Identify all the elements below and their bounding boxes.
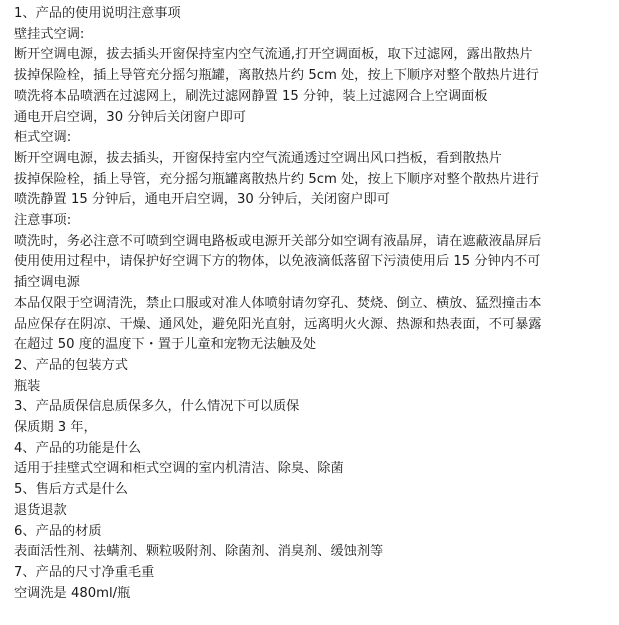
text-line: 拔掉保险栓，插上导管充分摇匀瓶罐，离散热片约 5cm 处，按上下顺序对整个散热片进行 xyxy=(14,68,539,84)
text-line: 通电开启空调，30 分钟后关闭窗户即可 xyxy=(14,109,246,125)
text-line: 喷洗静置 15 分钟后，通电开启空调，30 分钟后，关闭窗户即可 xyxy=(14,192,390,208)
text-line: 在超过 50 度的温度下・置于儿童和宠物无法触及处 xyxy=(14,337,317,353)
section-heading-usage: 1、产品的使用说明注意事项 xyxy=(14,6,181,21)
text-line: 断开空调电源，拔去插头开窗保持室内空气流通,打开空调面板，取下过滤网，露出散热片 xyxy=(14,47,533,63)
text-line: 空调洗是 480ml/瓶 xyxy=(14,585,131,601)
text-line: 喷洗时，务必注意不可喷到空调电路板或电源开关部分如空调有液晶屏，请在遮蔽液晶屏后 xyxy=(14,233,542,249)
subheading-wall-mounted: 壁挂式空调: xyxy=(14,26,85,42)
text-line: 表面活性剂、祛螨剂、颗粒吸附剂、除菌剂、消臭剂、缓蚀剂等 xyxy=(14,544,384,560)
text-line: 喷洗将本品喷洒在过滤网上，刷洗过滤网静置 15 分钟，装上过滤网合上空调面板 xyxy=(14,88,488,104)
subheading-notes: 注意事项: xyxy=(14,213,72,229)
text-line: 拔掉保险栓，插上导管，充分摇匀瓶罐离散热片约 5cm 处，按上下顺序对整个散热片进行 xyxy=(14,171,539,187)
section-heading-material: 6、产品的材质 xyxy=(14,523,102,539)
section-heading-packaging: 2、产品的包装方式 xyxy=(14,357,128,373)
text-line: 退货退款 xyxy=(14,502,67,518)
text-line: 使用使用过程中，请保护好空调下方的物体，以免液滴低落留下污渍使用后 15 分钟内不可 xyxy=(14,254,541,270)
section-heading-warranty: 3、产品质保信息质保多久，什么情况下可以质保 xyxy=(14,399,300,415)
text-line: 保质期 3 年， xyxy=(14,420,97,436)
text-line: 插空调电源 xyxy=(14,275,80,291)
text-line: 品应保存在阴凉、干燥、通风处，避免阳光直射，远离明火火源、热源和热表面，不可暴露 xyxy=(14,316,542,332)
section-heading-size-weight: 7、产品的尺寸净重毛重 xyxy=(14,564,155,580)
text-line: 适用于挂壁式空调和柜式空调的室内机清洁、除臭、除菌 xyxy=(14,461,344,477)
section-heading-function: 4、产品的功能是什么 xyxy=(14,440,142,456)
text-line: 断开空调电源，拔去插头，开窗保持室内空气流通透过空调出风口挡板，看到散热片 xyxy=(14,150,502,166)
text-line: 本品仅限于空调清洗，禁止口服或对准人体喷射请勿穿孔、焚烧、倒立、横放、猛烈撞击本 xyxy=(14,295,542,311)
subheading-cabinet: 柜式空调: xyxy=(14,130,72,146)
text-line: 瓶装 xyxy=(14,378,41,394)
section-heading-after-sales: 5、售后方式是什么 xyxy=(14,482,128,498)
